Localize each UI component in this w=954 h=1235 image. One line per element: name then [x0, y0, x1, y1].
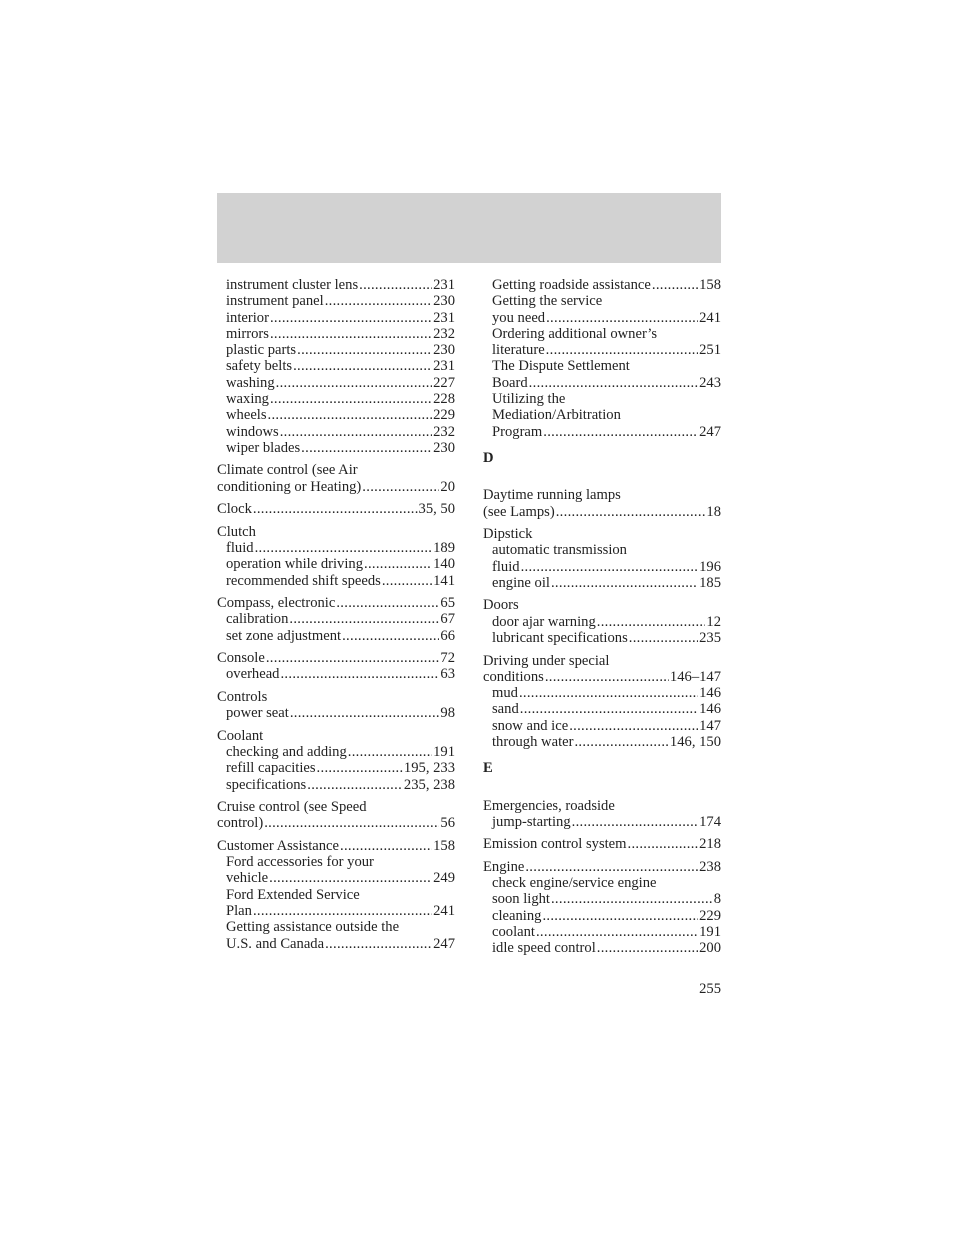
page-reference: 235, 238	[403, 776, 455, 793]
dot-leader	[342, 628, 439, 644]
entry-text: Controls	[217, 688, 268, 705]
index-subentry-line	[217, 777, 455, 793]
index-entry-line	[217, 689, 455, 705]
entry-text: coolant	[492, 924, 535, 941]
entry-text: U.S. and Canada	[226, 935, 325, 952]
index-subentry-line	[217, 310, 455, 326]
page-reference: 12	[706, 613, 721, 630]
index-entry-line	[483, 798, 721, 814]
entry-text: Coolant	[217, 727, 264, 744]
page-reference: 158	[433, 837, 455, 854]
page-reference: 146, 150	[669, 733, 721, 750]
index-entry	[217, 277, 455, 456]
page-reference: 185	[699, 574, 721, 591]
dot-leader	[270, 310, 432, 326]
dot-leader	[597, 614, 706, 630]
entry-text: mud	[492, 685, 518, 702]
index-subentry-line	[483, 614, 721, 630]
page-reference: 230	[433, 342, 455, 359]
page-reference: 65	[440, 595, 455, 612]
entry-text: washing	[226, 374, 275, 391]
index-entry-line	[217, 595, 455, 611]
entry-text: door ajar warning	[492, 613, 596, 630]
index-subentry-line	[217, 391, 455, 407]
index-subentry-line	[483, 630, 721, 646]
entry-text: refill capacities	[226, 760, 316, 777]
page-reference: 66	[440, 627, 455, 644]
index-subentry-line	[217, 358, 455, 374]
entry-text: wiper blades	[226, 439, 301, 456]
index-subentry-line	[483, 908, 721, 924]
dot-leader	[519, 685, 698, 701]
entry-text: Customer Assistance	[217, 837, 340, 854]
dot-leader	[543, 424, 698, 440]
entry-text: Dipstick	[483, 526, 533, 543]
index-entry	[483, 277, 721, 440]
index-subentry-line	[483, 685, 721, 701]
page-reference: 35, 50	[418, 501, 455, 518]
index-subentry-line	[483, 310, 721, 326]
page-reference: 230	[433, 439, 455, 456]
index-entry	[483, 487, 721, 520]
index-subentry-line	[217, 407, 455, 423]
index-subentry-line	[217, 854, 455, 870]
page-reference: 231	[433, 358, 455, 375]
index-entry	[217, 799, 455, 832]
dot-leader	[268, 407, 433, 423]
entry-text: control)	[217, 815, 264, 832]
index-subentry-line	[483, 734, 721, 750]
index-entry-line	[483, 836, 721, 852]
page-reference: 140	[433, 556, 455, 573]
dot-leader	[362, 479, 439, 495]
index-subentry-line	[483, 701, 721, 717]
index-entry-line	[217, 815, 455, 831]
dot-leader	[280, 424, 432, 440]
page-reference: 63	[440, 666, 455, 683]
index-entry-line	[217, 479, 455, 495]
entry-text: mirrors	[226, 325, 269, 342]
dot-leader	[364, 556, 432, 572]
page-reference: 196	[699, 558, 721, 575]
entry-text: through water	[492, 733, 574, 750]
entry-text: conditions	[483, 668, 544, 685]
dot-leader	[348, 744, 432, 760]
index-column-left	[217, 277, 455, 958]
index-subentry-line	[217, 440, 455, 456]
page-reference: 146	[699, 701, 721, 718]
entry-text: specifications	[226, 776, 307, 793]
index-subentry-line	[483, 940, 721, 956]
index-entry-line	[217, 650, 455, 666]
dot-leader	[545, 669, 669, 685]
entry-text: snow and ice	[492, 717, 569, 734]
index-subentry-line	[217, 936, 455, 952]
entry-text: calibration	[226, 611, 289, 628]
page-reference: 251	[699, 342, 721, 359]
page-reference: 67	[440, 611, 455, 628]
page-reference: 191	[433, 744, 455, 761]
page-reference: 189	[433, 540, 455, 557]
entry-text: windows	[226, 423, 279, 440]
dot-leader	[359, 277, 432, 293]
index-entry	[217, 728, 455, 793]
entry-text: Compass, electronic	[217, 595, 336, 612]
page-reference: 232	[433, 325, 455, 342]
dot-leader	[255, 540, 433, 556]
page-reference: 238	[699, 858, 721, 875]
index-subentry-line	[217, 919, 455, 935]
entry-text: checking and adding	[226, 744, 347, 761]
index-subentry-line	[483, 718, 721, 734]
index-subentry-line	[483, 391, 721, 407]
entry-text: instrument cluster lens	[226, 277, 359, 293]
page-reference: 20	[440, 478, 455, 495]
index-entry-line	[483, 859, 721, 875]
dot-leader	[551, 575, 698, 591]
index-entry	[217, 689, 455, 722]
index-subentry-line	[217, 887, 455, 903]
entry-text: Console	[217, 650, 265, 667]
entry-text: interior	[226, 309, 269, 326]
entry-text: Getting the service	[492, 293, 603, 310]
entry-text: operation while driving	[226, 556, 363, 573]
index-subentry-line	[217, 870, 455, 886]
letter-heading: E	[483, 760, 493, 777]
page-reference: 146	[699, 685, 721, 702]
dot-leader	[270, 391, 432, 407]
entry-text: Engine	[483, 858, 525, 875]
index-entry-line	[217, 799, 455, 815]
entry-text: vehicle	[226, 870, 269, 887]
index-subentry-line	[217, 556, 455, 572]
index-subentry-line	[217, 277, 455, 293]
entry-text: Clutch	[217, 523, 256, 540]
page-reference: 241	[699, 309, 721, 326]
index-subentry-line	[217, 903, 455, 919]
entry-text: Utilizing the	[492, 391, 566, 408]
index-subentry-line	[483, 407, 721, 423]
page-reference: 218	[699, 836, 721, 853]
dot-leader	[542, 908, 698, 924]
entry-text: literature	[492, 342, 545, 359]
entry-text: recommended shift speeds	[226, 572, 381, 589]
index-subentry-line	[217, 744, 455, 760]
entry-text: you need	[492, 309, 546, 326]
entry-text: soon light	[492, 891, 550, 908]
index-entry-line	[483, 504, 721, 520]
index-subentry-line	[217, 424, 455, 440]
dot-leader	[536, 924, 698, 940]
entry-text: The Dispute Settlement	[492, 358, 630, 375]
entry-text: Clock	[217, 501, 252, 518]
dot-leader	[301, 440, 432, 456]
dot-leader	[266, 650, 440, 666]
page-reference: 147	[699, 717, 721, 734]
entry-text: power seat	[226, 705, 289, 722]
page-reference: 232	[433, 423, 455, 440]
page-reference: 141	[433, 572, 455, 589]
entry-text: Emission control system	[483, 836, 627, 853]
entry-text: cleaning	[492, 907, 542, 924]
dot-leader	[336, 595, 439, 611]
page-reference: 200	[699, 940, 721, 957]
entry-text: wheels	[226, 407, 267, 424]
dot-leader	[521, 559, 699, 575]
index-subentry-line	[483, 875, 721, 891]
entry-text: Plan	[226, 903, 252, 920]
entry-text: conditioning or Heating)	[217, 478, 362, 495]
index-subentry-line	[483, 358, 721, 374]
page-reference: 8	[713, 891, 721, 908]
entry-text: plastic parts	[226, 342, 297, 359]
index-entry	[483, 653, 721, 751]
dot-leader	[520, 701, 698, 717]
page-reference: 195, 233	[403, 760, 455, 777]
page-reference: 249	[433, 870, 455, 887]
page-reference: 56	[440, 815, 455, 832]
entry-text: set zone adjustment	[226, 627, 342, 644]
entry-text: lubricant specifications	[492, 630, 628, 647]
index-subentry-line	[483, 814, 721, 830]
index-subentry-line	[217, 342, 455, 358]
dot-leader	[325, 936, 432, 952]
header-band	[217, 193, 721, 263]
dot-leader	[276, 375, 432, 391]
index-subentry-line	[483, 277, 721, 293]
index-entry-line	[483, 487, 721, 503]
index-entry	[217, 595, 455, 644]
entry-text: sand	[492, 701, 519, 718]
dot-leader	[307, 777, 403, 793]
dot-leader	[556, 504, 706, 520]
dot-leader	[652, 277, 698, 293]
index-subentry-line	[483, 293, 721, 309]
index-entry	[217, 462, 455, 495]
index-entry	[483, 526, 721, 591]
entry-text: Driving under special	[483, 652, 610, 669]
page-reference: 229	[699, 907, 721, 924]
dot-leader	[529, 375, 698, 391]
entry-text: waxing	[226, 391, 269, 408]
index-entry	[217, 524, 455, 589]
page-reference: 247	[699, 423, 721, 440]
dot-leader	[546, 310, 698, 326]
index-subentry-line	[217, 293, 455, 309]
index-entry-line	[217, 728, 455, 744]
entry-text: Ford Extended Service	[226, 886, 360, 903]
entry-text: jump-starting	[492, 813, 571, 830]
index-entry	[483, 597, 721, 646]
dot-leader	[572, 814, 698, 830]
entry-text: Cruise control (see Speed	[217, 799, 367, 816]
entry-text: Board	[492, 374, 528, 391]
page-reference: 243	[699, 374, 721, 391]
entry-text: Emergencies, roadside	[483, 797, 615, 814]
entry-text: overhead	[226, 666, 280, 683]
dot-leader	[280, 666, 439, 682]
dot-leader	[297, 342, 432, 358]
page-reference: 231	[433, 309, 455, 326]
page-reference: 241	[433, 903, 455, 920]
dot-leader	[253, 903, 432, 919]
index-subentry-line	[483, 375, 721, 391]
dot-leader	[569, 718, 698, 734]
index-subentry-line	[217, 326, 455, 342]
page-reference: 158	[699, 277, 721, 293]
page-reference: 230	[433, 293, 455, 310]
dot-leader	[525, 859, 698, 875]
index-entry	[483, 798, 721, 831]
index-entry-line	[217, 838, 455, 854]
index-entry-line	[483, 526, 721, 542]
index-subentry-line	[217, 611, 455, 627]
index-entry	[483, 859, 721, 957]
index-entry	[217, 838, 455, 952]
index-entry-line	[483, 669, 721, 685]
entry-text: Program	[492, 423, 543, 440]
entry-text: (see Lamps)	[483, 503, 555, 520]
entry-text: Ford accessories for your	[226, 854, 374, 871]
index-entry-line	[217, 501, 455, 517]
dot-leader	[325, 293, 432, 309]
index-subentry-line	[483, 575, 721, 591]
page-reference: 146–147	[669, 668, 721, 685]
dot-leader	[253, 501, 418, 517]
index-entry-line	[217, 462, 455, 478]
page-reference: 247	[433, 935, 455, 952]
dot-leader	[264, 815, 439, 831]
letter-heading: D	[483, 449, 494, 466]
index-subentry-line	[483, 326, 721, 342]
page-number: 255	[699, 981, 721, 997]
index-subentry-line	[483, 424, 721, 440]
index-subentry-line	[483, 342, 721, 358]
dot-leader	[293, 358, 432, 374]
index-subentry-line	[217, 760, 455, 776]
entry-text: fluid	[492, 558, 520, 575]
dot-leader	[546, 342, 698, 358]
entry-text: safety belts	[226, 358, 293, 375]
index-entry-line	[483, 597, 721, 613]
dot-leader	[317, 760, 403, 776]
dot-leader	[289, 611, 439, 627]
entry-text: Getting roadside assistance	[492, 277, 651, 293]
entry-text: automatic transmission	[492, 542, 627, 559]
entry-text: Ordering additional owner’s	[492, 325, 658, 342]
index-column-right	[483, 277, 721, 963]
page-reference: 191	[699, 924, 721, 941]
page-reference: 227	[433, 374, 455, 391]
dot-leader	[628, 836, 699, 852]
dot-leader	[290, 705, 440, 721]
dot-leader	[382, 573, 432, 589]
index-entry-line	[483, 653, 721, 669]
index-entry	[483, 836, 721, 852]
index-subentry-line	[483, 542, 721, 558]
index-subentry-line	[483, 891, 721, 907]
index-subentry-line	[217, 540, 455, 556]
page-reference: 231	[433, 277, 455, 293]
dot-leader	[269, 870, 432, 886]
entry-text: Climate control (see Air	[217, 462, 358, 479]
entry-text: fluid	[226, 540, 254, 557]
index-entry	[217, 650, 455, 683]
index-subentry-line	[217, 666, 455, 682]
dot-leader	[597, 940, 698, 956]
dot-leader	[574, 734, 668, 750]
index-subentry-line	[217, 573, 455, 589]
entry-text: idle speed control	[492, 940, 596, 957]
index-entry-line	[217, 524, 455, 540]
entry-text: Mediation/Arbitration	[492, 407, 621, 424]
page-reference: 228	[433, 391, 455, 408]
index-subentry-line	[483, 924, 721, 940]
page-reference: 174	[699, 813, 721, 830]
page-reference: 18	[706, 503, 721, 520]
entry-text: Getting assistance outside the	[226, 919, 400, 936]
page-reference: 235	[699, 630, 721, 647]
dot-leader	[551, 891, 713, 907]
index-entry	[217, 501, 455, 517]
page-reference: 229	[433, 407, 455, 424]
index-subentry-line	[217, 705, 455, 721]
entry-text: instrument panel	[226, 293, 324, 310]
dot-leader	[340, 838, 432, 854]
index-subentry-line	[217, 628, 455, 644]
page-reference: 98	[440, 705, 455, 722]
index-subentry-line	[483, 559, 721, 575]
dot-leader	[270, 326, 432, 342]
entry-text: engine oil	[492, 574, 550, 591]
entry-text: check engine/service engine	[492, 875, 657, 892]
page-reference: 72	[440, 650, 455, 667]
entry-text: Doors	[483, 597, 519, 614]
index-subentry-line	[217, 375, 455, 391]
dot-leader	[629, 630, 698, 646]
entry-text: Daytime running lamps	[483, 487, 621, 504]
